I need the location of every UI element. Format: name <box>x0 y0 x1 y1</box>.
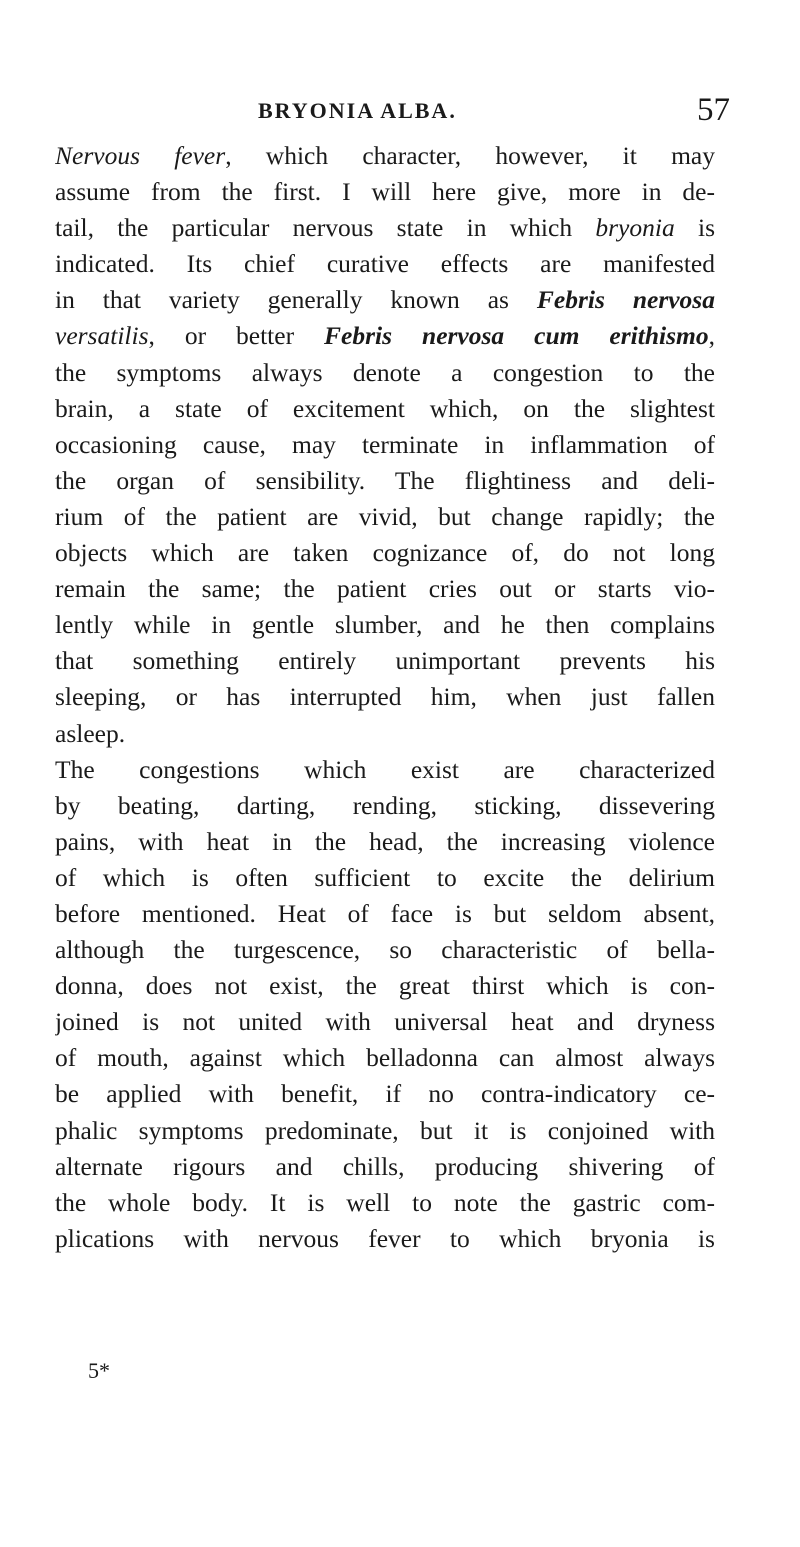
text-line: occasioning cause, may terminate in inflammation of <box>55 429 715 459</box>
text-line: assume from the first. I will here give, more in de- <box>55 177 715 207</box>
text-line: brain, a state of excitement which, on the slightest <box>55 393 715 423</box>
text-line: by beating, darting, rending, sticking, dissevering <box>55 790 715 820</box>
text-line: indicated. Its chief curative effects are manifested <box>55 249 715 279</box>
text-line-segment: Nervous fever <box>55 141 226 170</box>
text-line <box>55 138 715 174</box>
text-line: pains, with heat in the head, the increasing violence <box>55 826 715 856</box>
page-number: 57 <box>697 92 730 128</box>
text-line: alternate rigours and chills, producing shivering of <box>55 1151 715 1181</box>
text-line: of mouth, against which belladonna can almost always <box>55 1043 715 1073</box>
text-line: asleep. <box>55 718 126 748</box>
text-line: be applied with benefit, if no contra-indicatory ce- <box>55 1079 715 1109</box>
text-line: objects which are taken cognizance of, do not long <box>55 538 715 568</box>
text-line: sleeping, or has interrupted him, when just fallen <box>55 682 715 712</box>
text-line: donna, does not exist, the great thirst which is con- <box>55 971 715 1001</box>
text-line: tail, the particular nervous state in which bryonia is <box>55 213 715 243</box>
text-line: of which is often sufficient to excite the delirium <box>55 862 715 892</box>
text-line: lently while in gentle slumber, and he then complains <box>55 610 715 640</box>
text-line: plications with nervous fever to which bryonia is <box>55 1223 715 1253</box>
body-text <box>55 138 715 1257</box>
text-line: the symptoms always denote a congestion to the <box>55 357 715 387</box>
text-line: the organ of sensibility. The flightiness and deli- <box>55 465 715 495</box>
text-line-segment: , which character, however, it may <box>225 141 715 170</box>
signature-mark: 5* <box>88 1358 110 1383</box>
text-line: before mentioned. Heat of face is but seldom absent, <box>55 898 715 928</box>
text-line: The congestions which exist are characterized <box>55 754 715 784</box>
text-line: rium of the patient are vivid, but change rapidly; the <box>55 501 715 531</box>
running-head-title: BRYONIA ALBA. <box>258 98 457 123</box>
text-line: remain the same; the patient cries out or starts vio- <box>55 574 715 604</box>
text-line: versatilis, or better Febris nervosa cum erithismo, <box>55 321 715 351</box>
text-line: phalic symptoms predominate, but it is conjoined with <box>55 1115 715 1145</box>
text-line: in that variety generally known as Febris nervosa <box>55 285 715 315</box>
text-line: joined is not united with universal heat and dryness <box>55 1007 715 1037</box>
text-line: the whole body. It is well to note the gastric com- <box>55 1187 715 1217</box>
text-line: although the turgescence, so characteristic of bella- <box>55 935 715 965</box>
text-line: that something entirely unimportant prevents his <box>55 646 715 676</box>
